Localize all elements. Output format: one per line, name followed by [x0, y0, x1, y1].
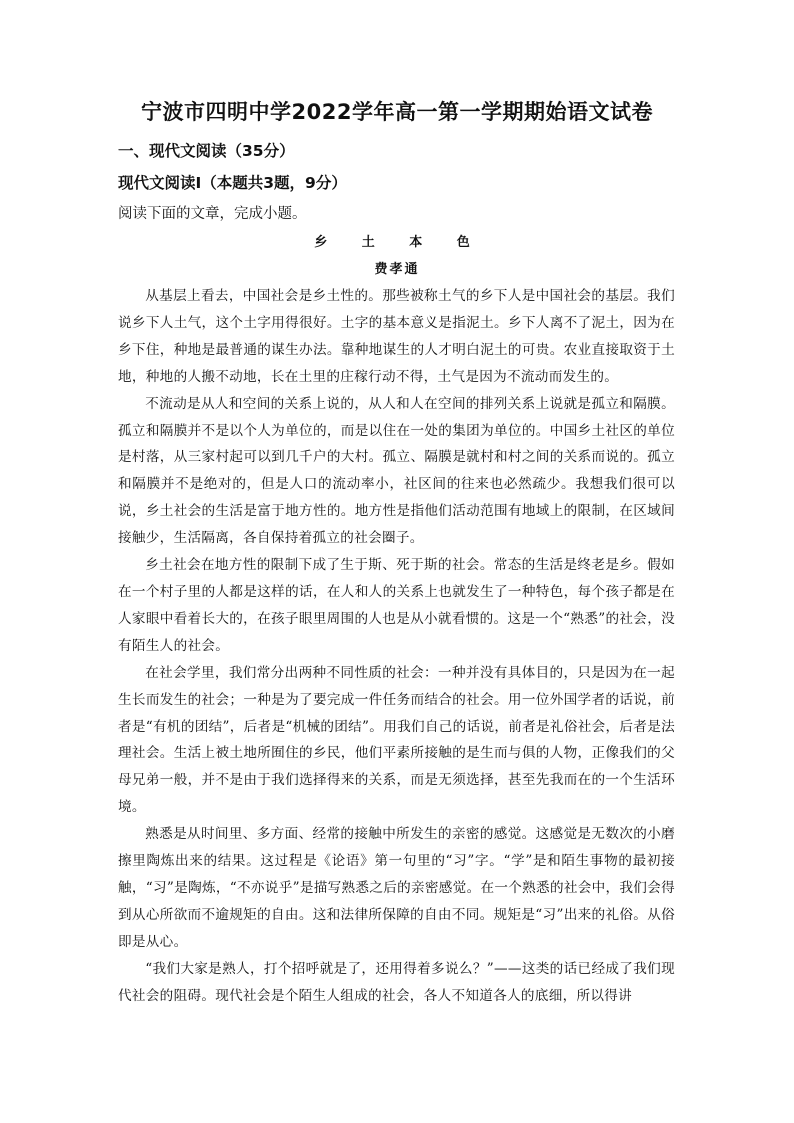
exam-title: 宁波市四明中学2022学年高一第一学期期始语文试卷: [141, 100, 653, 124]
article-paragraph: “我们大家是熟人，打个招呼就是了，还用得着多说么？”——这类的话已经成了我们现代社会的阻碍。现代社会是个陌生人组成的社会，各人不知道各人的底细，所以得讲: [118, 960, 675, 1004]
article-paragraph: 在社会学里，我们常分出两种不同性质的社会：一种并没有具体目的，只是因为在一起生长而发生的社会；一种是为了要完成一件任务而结合的社会。用一位外国学者的话说，前者是“有机的团结”，后者是“机械的团结”。用我们自己的话说，前者是礼俗社会，后者是法理社会。生活上被土地所囿住的乡民，他们平素所接触的是生而与俱的人物，正像我们的父母兄弟一般，并不是由于我们选择得来的关系，而是无须选择，甚至先我而在的一个生活环境。: [118, 664, 675, 816]
article-paragraph: 不流动是从人和空间的关系上说的，从人和人在空间的排列关系上说就是孤立和隔膜。孤立和隔膜并不是以个人为单位的，而是以住在一处的集团为单位的。中国乡土社区的单位是村落，从三家村起可以到几千户的大村。孤立、隔膜是就村和村之间的关系而说的。孤立和隔膜并不是绝对的，但是人口的流动率小，社区间的往来也必然疏少。我想我们很可以说，乡土社会的生活是富于地方性的。地方性是指他们活动范围有地域上的限制，在区域间接触少，生活隔离，各自保持着孤立的社会圈子。: [118, 395, 675, 547]
article-author: 费孝通: [374, 262, 420, 277]
sub-heading: 现代文阅读Ⅰ（本题共3题，9分）: [118, 174, 347, 192]
instruction-text: 阅读下面的文章，完成小题。: [118, 206, 307, 222]
article-body: [118, 283, 675, 1009]
article-paragraph: 熟悉是从时间里、多方面、经常的接触中所发生的亲密的感觉。这感觉是无数次的小磨擦里陶炼出来的结果。这过程是《论语》第一句里的“习”字。“学”是和陌生事物的最初接触，“习”是陶炼，“不亦说乎”是描写熟悉之后的亲密感觉。在一个熟悉的社会中，我们会得到从心所欲而不逾规矩的自由。这和法律所保障的自由不同。规矩是“习”出来的礼俗。从俗即是从心。: [118, 826, 675, 950]
section-heading: 一、现代文阅读（35分）: [118, 142, 295, 160]
article-title: 乡 土 本 色: [314, 235, 480, 250]
article-paragraph: 乡土社会在地方性的限制下成了生于斯、死于斯的社会。常态的生活是终老是乡。假如在一个村子里的人都是这样的话，在人和人的关系上也就发生了一种特色，每个孩子都是在人家眼中看着长大的，在孩子眼里周围的人也是从小就看惯的。这是一个“熟悉”的社会，没有陌生人的社会。: [118, 557, 675, 654]
article-paragraph: 从基层上看去，中国社会是乡土性的。那些被称土气的乡下人是中国社会的基层。我们说乡下人土气，这个土字用得很好。土字的基本意义是指泥土。乡下人离不了泥土，因为在乡下住，种地是最普通的谋生办法。靠种地谋生的人才明白泥土的可贵。农业直接取资于土地，种地的人搬不动地，长在土里的庄稼行动不得，土气是因为不流动而发生的。: [118, 288, 675, 385]
